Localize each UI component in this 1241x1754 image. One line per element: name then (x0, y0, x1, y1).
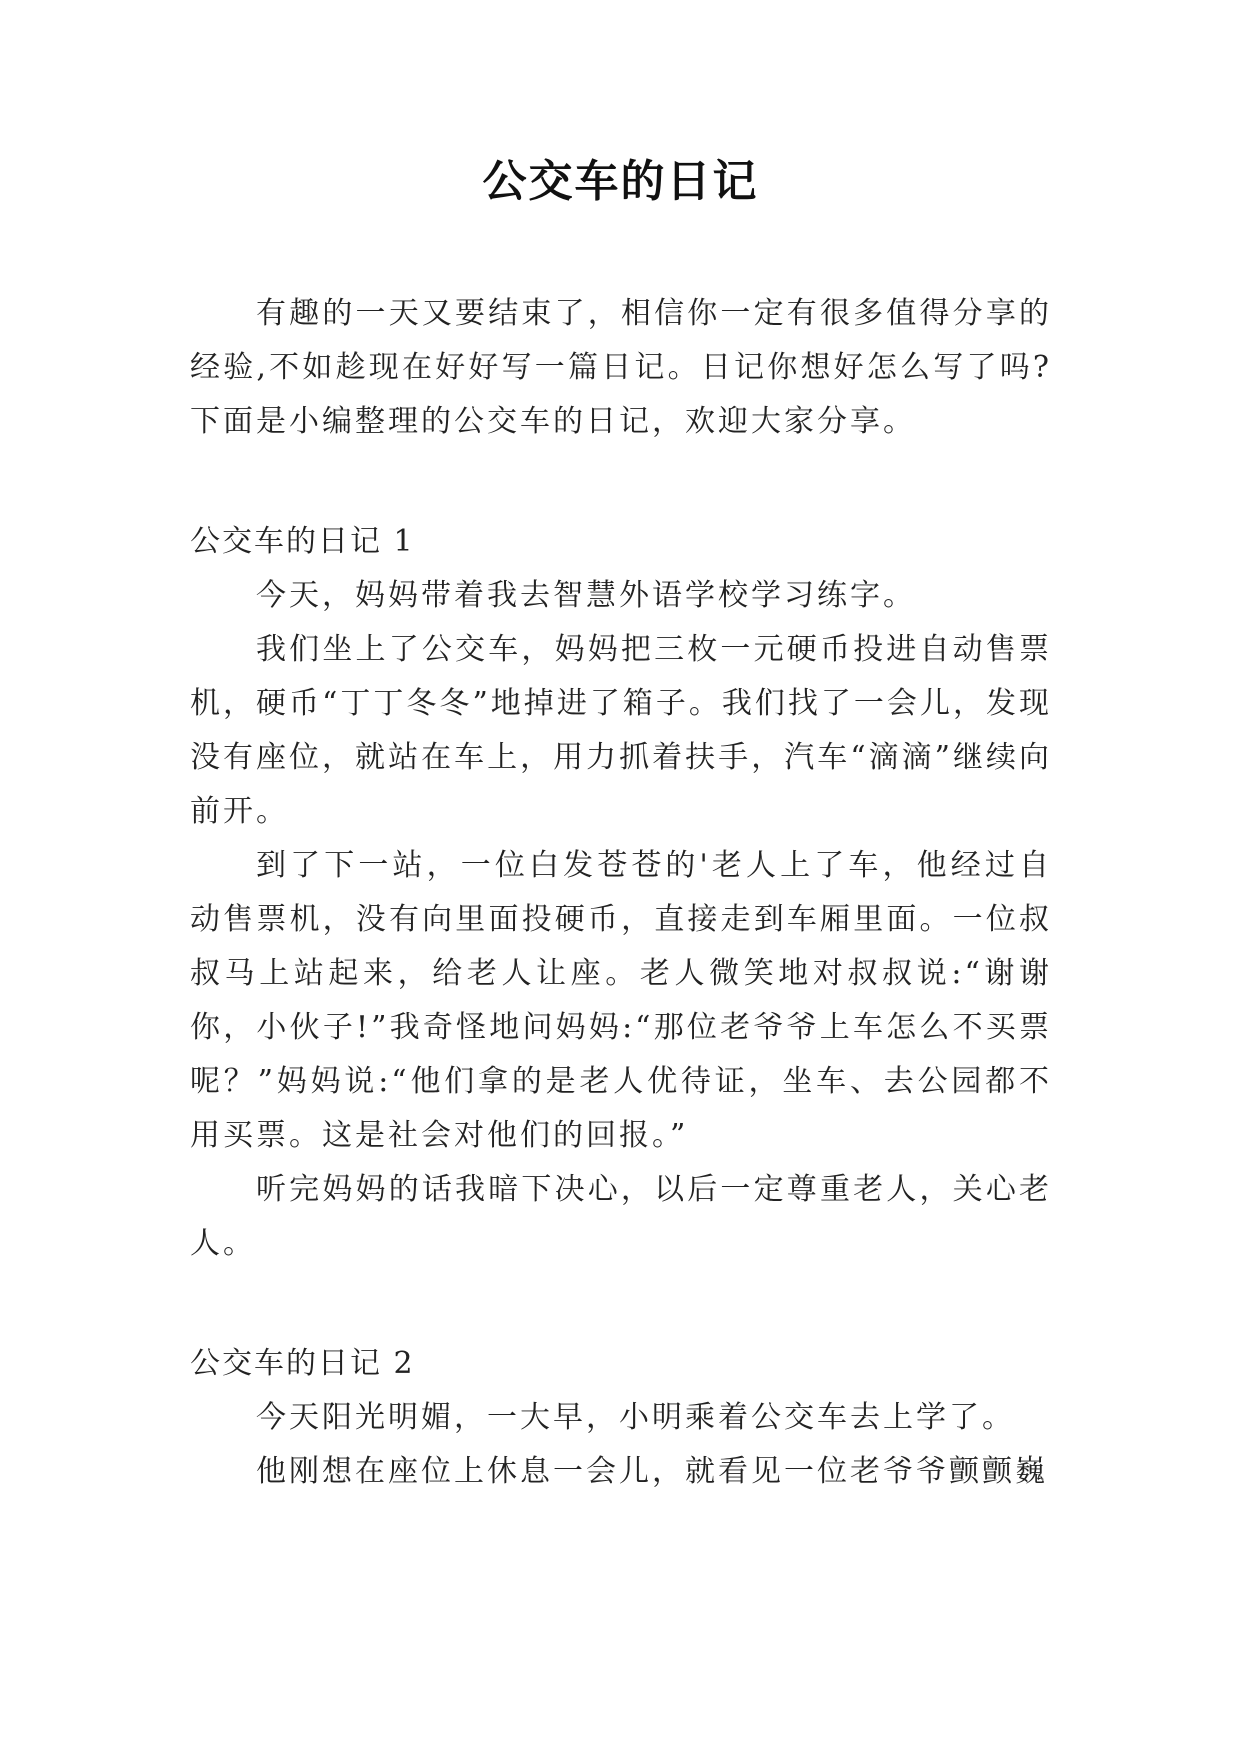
document-body (190, 287, 1052, 1499)
body-paragraph: 今天，妈妈带着我去智慧外语学校学习练字。 (256, 578, 916, 613)
body-paragraph: 我们坐上了公交车，妈妈把三枚一元硬币投进自动售票机，硬币“丁丁冬冬”地掉进了箱子。我们找了一会儿，发现没有座位，就站在车上，用力抓着扶手，汽车“滴滴”继续向前开。 (190, 632, 1052, 829)
body-paragraph: 到了下一站，一位白发苍苍的'老人上了车，他经过自动售票机，没有向里面投硬币，直接走到车厢里面。一位叔叔马上站起来，给老人让座。老人微笑地对叔叔说:“谢谢你，小伙子!”我奇怪地问妈妈:“那位老爷爷上车怎么不买票呢？”妈妈说:“他们拿的是老人优待证，坐车、去公园都不用买票。这是社会对他们的回报。” (190, 848, 1052, 1153)
spacer (190, 1271, 1052, 1337)
body-paragraph: 他刚想在座位上休息一会儿，就看见一位老爷爷颤颤巍 (256, 1454, 1048, 1489)
document-title: 公交车的日记 (482, 156, 759, 207)
section-heading: 公交车的日记 1 (190, 524, 415, 559)
section-heading: 公交车的日记 2 (190, 1346, 415, 1381)
body-paragraph: 今天阳光明媚，一大早，小明乘着公交车去上学了。 (256, 1400, 1015, 1435)
intro-paragraph: 有趣的一天又要结束了，相信你一定有很多值得分享的经验,不如趁现在好好写一篇日记。日记你想好怎么写了吗?下面是小编整理的公交车的日记，欢迎大家分享。 (190, 296, 1052, 439)
body-paragraph: 听完妈妈的话我暗下决心，以后一定尊重老人，关心老人。 (190, 1172, 1052, 1261)
spacer (190, 449, 1052, 515)
